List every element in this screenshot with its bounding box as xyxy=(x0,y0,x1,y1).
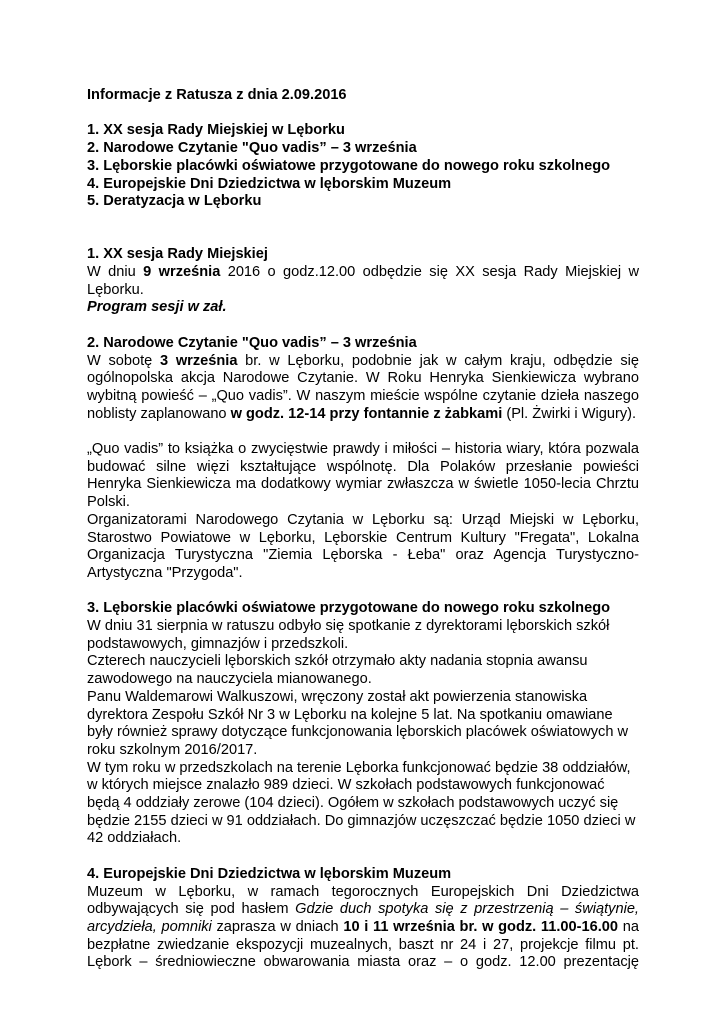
paragraph-line: 42 oddziałach. xyxy=(87,830,182,847)
paragraph-line: dyrektora Zespołu Szkół Nr 3 w Lęborku na kolejne 5 lat. Na spotkaniu omawiane xyxy=(87,706,613,723)
toc-item: 2. Narodowe Czytanie "Quo vadis” – 3 września xyxy=(87,140,417,157)
toc-item: 1. XX sesja Rady Miejskiej w Lęborku xyxy=(87,122,345,139)
section-4 xyxy=(87,866,639,972)
document-header: Informacje z Ratusza z dnia 2.09.2016 xyxy=(87,87,347,103)
section-heading: 4. Europejskie Dni Dziedzictwa w lęborskim Muzeum xyxy=(87,865,452,882)
paragraph-line: Organizacja Turystyczna "Ziemia Lęborska - Łeba" oraz Agencja Turystyczno- xyxy=(87,547,639,564)
toc-item: 5. Deratyzacja w Lęborku xyxy=(87,193,262,210)
table-of-contents xyxy=(87,122,639,211)
paragraph-line: arcydzieła, pomniki zaprasza w dniach 10 i 11 września br. w godz. 11.00-16.00 na xyxy=(87,918,639,935)
paragraph-line: W sobotę 3 września br. w Lęborku, podobnie jak w całym kraju, odbędzie się xyxy=(87,352,639,369)
paragraph-line: podstawowych, gimnazjów i przedszkoli. xyxy=(87,635,349,652)
paragraph-line: Organizatorami Narodowego Czytania w Lęborku są: Urząd Miejski w Lęborku, xyxy=(87,511,639,528)
paragraph-line: wybitną powieść – „Quo vadis”. W naszym mieście wspólne czytanie dzieła naszego xyxy=(87,387,639,404)
paragraph-line: W tym roku w przedszkolach na terenie Lęborka funkcjonować będzie 38 oddziałów, xyxy=(87,759,631,776)
paragraph-line: Panu Waldemarowi Walkuszowi, wręczony został akt powierzenia stanowiska xyxy=(87,688,588,705)
paragraph-line: Muzeum w Lęborku, w ramach tegorocznych Europejskich Dni Dziedzictwa xyxy=(87,883,639,900)
paragraph-line: Polski. xyxy=(87,494,130,511)
toc-item: 3. Lęborskie placówki oświatowe przygotowane do nowego roku szkolnego xyxy=(87,157,611,174)
paragraph-line: Lębork – średniowieczne obwarowania miasta oraz – o godz. 12.00 prezentację xyxy=(87,954,639,971)
section-heading: 1. XX sesja Rady Miejskiej xyxy=(87,246,268,263)
attachment-note: Program sesji w zał. xyxy=(87,299,227,316)
section-3 xyxy=(87,600,639,848)
paragraph-line: Lęborku. xyxy=(87,281,144,298)
paragraph-line: bezpłatne zwiedzanie ekspozycji muzealnych, baszt nr 24 i 27, projekcje filmu pt. xyxy=(87,936,639,953)
paragraph-line: W dniu 31 sierpnia w ratuszu odbyło się spotkanie z dyrektorami lęborskich szkół xyxy=(87,618,610,635)
section-2 xyxy=(87,335,639,583)
paragraph-line: W dniu 9 września 2016 o godz.12.00 odbędzie się XX sesja Rady Miejskiej w xyxy=(87,264,639,280)
section-heading: 2. Narodowe Czytanie "Quo vadis” – 3 września xyxy=(87,334,417,351)
paragraph-line: będą 4 oddziały zerowe (104 dzieci). Ogółem w szkołach podstawowych uczyć się xyxy=(87,795,619,812)
paragraph-line: zawodowego na nauczyciela mianowanego. xyxy=(87,671,372,688)
paragraph-line: Artystyczna "Przygoda". xyxy=(87,564,243,581)
paragraph-line: ogólnopolska akcja Narodowe Czytanie. W Roku Henryka Sienkiewicza wybrano xyxy=(87,370,639,387)
paragraph-line: „Quo vadis” to książka o zwycięstwie prawdy i miłości – historia wiary, która pozwala xyxy=(87,441,639,457)
paragraph-line: odbywających się pod hasłem Gdzie duch spotyka się z przestrzenią – świątynie, xyxy=(87,901,639,918)
section-1 xyxy=(87,246,639,317)
paragraph-line: Czterech nauczycieli lęborskich szkół otrzymało akty nadania stopnia awansu xyxy=(87,653,588,670)
paragraph-line: budować silne więzi kształtujące wspólnotę. Dla Polaków przesłanie powieści xyxy=(87,458,639,475)
document-page xyxy=(87,87,639,972)
paragraph-line: roku szkolnym 2016/2017. xyxy=(87,741,258,758)
paragraph-line: noblisty zaplanowano w godz. 12-14 przy fontannie z żabkami (Pl. Żwirki i Wigury). xyxy=(87,405,637,422)
paragraph-line: będzie 2155 dzieci w 91 oddziałach. Do gimnazjów uczęszczać będzie 1050 dzieci w xyxy=(87,812,636,829)
paragraph-line: Starostwo Powiatowe w Lęborku, Lęborskie Centrum Kultury "Fregata", Lokalna xyxy=(87,529,639,546)
section-heading: 3. Lęborskie placówki oświatowe przygotowane do nowego roku szkolnego xyxy=(87,600,611,617)
paragraph-line: Henryka Sienkiewicza ma dodatkowy wymiar zwłaszcza w świetle 1050-lecia Chrztu xyxy=(87,476,639,493)
paragraph-line: były również sprawy dotyczące funkcjonowania lęborskich placówek oświatowych w xyxy=(87,724,629,741)
paragraph-line: w których miejsce znalazło 989 dzieci. W szkołach podstawowych funkcjonować xyxy=(87,777,605,794)
toc-item: 4. Europejskie Dni Dziedzictwa w lęborskim Muzeum xyxy=(87,175,452,192)
